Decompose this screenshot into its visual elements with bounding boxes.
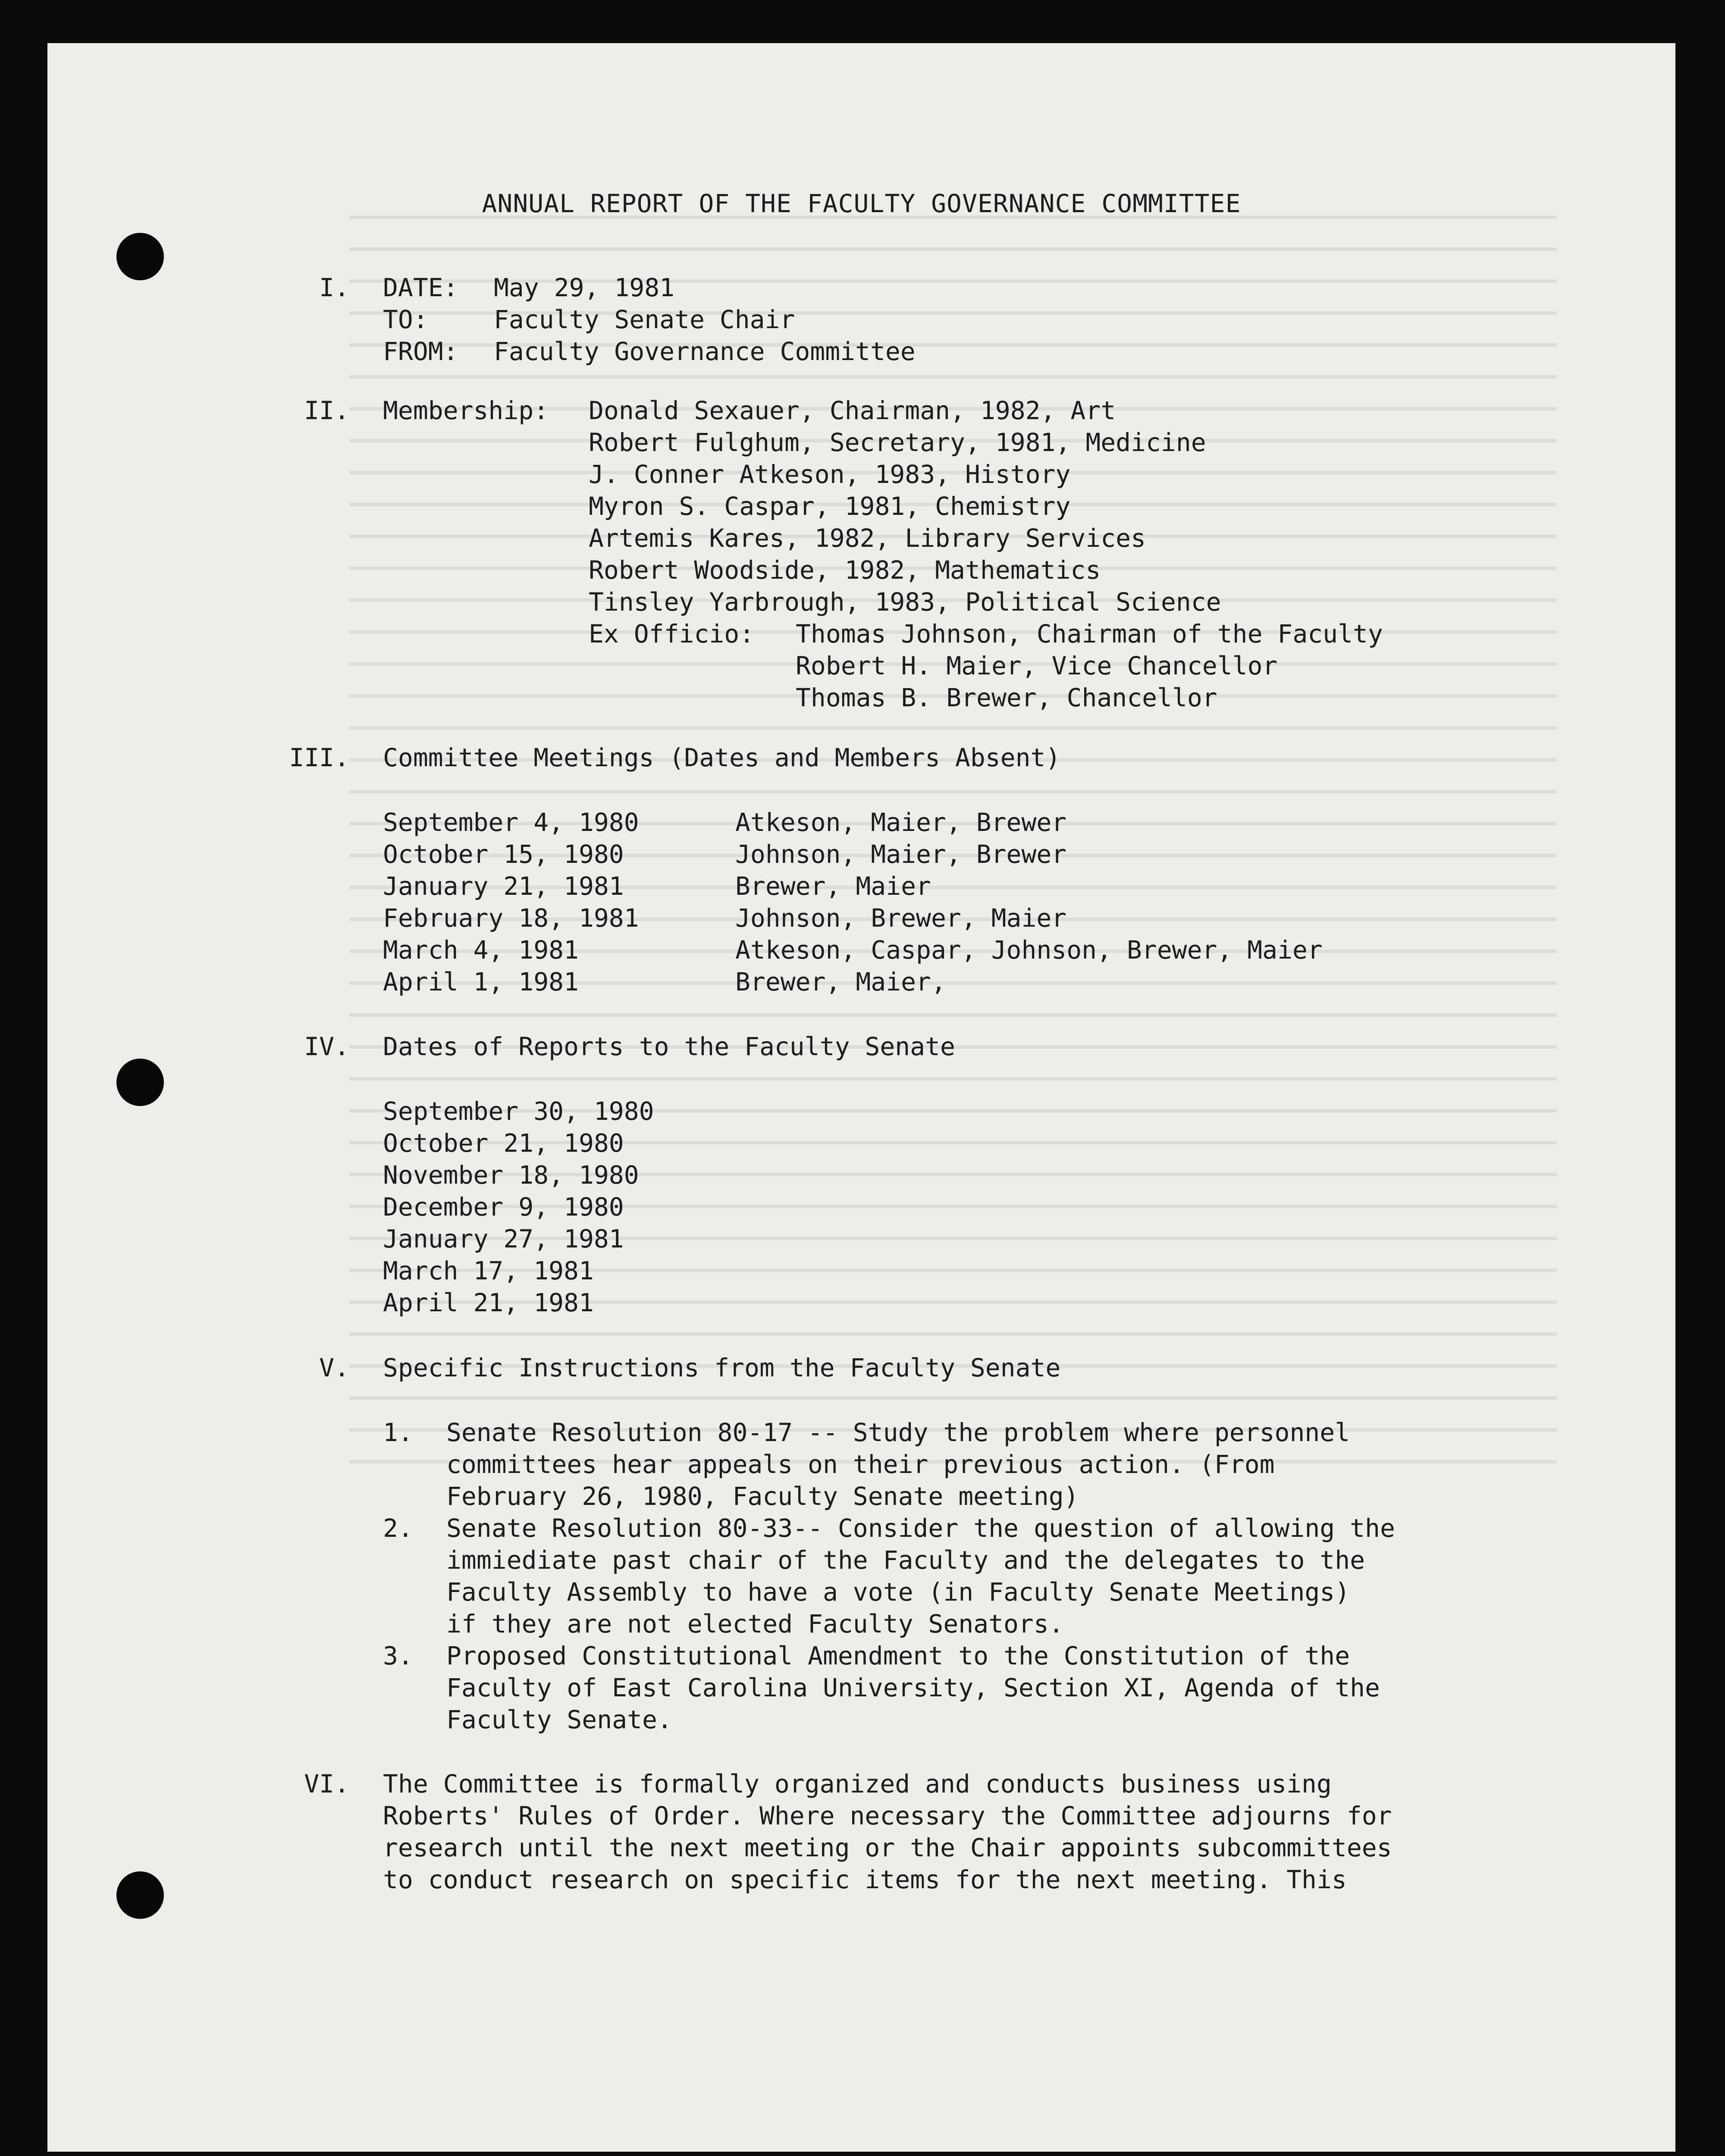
instruction-line: committees hear appeals on their previous action. (From (446, 1450, 1275, 1479)
document-body (47, 43, 1675, 2152)
paragraph-line: The Committee is formally organized and conducts business using (383, 1769, 1332, 1799)
meeting-date: March 4, 1981 (383, 935, 579, 965)
meeting-date: October 15, 1980 (383, 840, 624, 869)
membership-label: Membership: (383, 396, 549, 425)
paragraph-line: to conduct research on specific items for the next meeting. This (383, 1865, 1347, 1894)
report-date: January 27, 1981 (383, 1224, 624, 1253)
meeting-date: February 18, 1981 (383, 903, 639, 933)
meeting-date: January 21, 1981 (383, 871, 624, 901)
meeting-absent: Atkeson, Caspar, Johnson, Brewer, Maier (735, 935, 1323, 965)
to-label: TO: (383, 305, 428, 334)
page-title: ANNUAL REPORT OF THE FACULTY GOVERNANCE COMMITTEE (482, 189, 1241, 218)
instruction-line: if they are not elected Faculty Senators. (446, 1609, 1064, 1639)
section-6-numeral: VI. (304, 1769, 349, 1799)
instruction-line: Faculty of East Carolina University, Section XI, Agenda of the (446, 1673, 1380, 1702)
report-date: November 18, 1980 (383, 1160, 639, 1190)
meeting-date: April 1, 1981 (383, 967, 579, 997)
member-line: Tinsley Yarbrough, 1983, Political Science (589, 587, 1221, 617)
meeting-date: September 4, 1980 (383, 808, 639, 837)
meeting-absent: Johnson, Brewer, Maier (735, 903, 1067, 933)
section-3-numeral: III. (289, 743, 349, 772)
section-5-numeral: V. (319, 1353, 349, 1382)
instruction-line: Faculty Assembly to have a vote (in Faculty Senate Meetings) (446, 1577, 1350, 1607)
member-line: J. Conner Atkeson, 1983, History (589, 460, 1071, 489)
ex-officio-line: Thomas Johnson, Chairman of the Faculty (796, 619, 1383, 649)
instruction-line: Proposed Constitutional Amendment to the Constitution of the (446, 1641, 1350, 1670)
instruction-line: Senate Resolution 80-17 -- Study the problem where personnel (446, 1418, 1350, 1447)
meeting-absent: Atkeson, Maier, Brewer (735, 808, 1067, 837)
member-line: Robert Woodside, 1982, Mathematics (589, 555, 1101, 585)
section-2-numeral: II. (304, 396, 349, 425)
meeting-absent: Brewer, Maier (735, 871, 931, 901)
meeting-absent: Johnson, Maier, Brewer (735, 840, 1067, 869)
instruction-number: 1. (383, 1418, 413, 1447)
from-label: FROM: (383, 337, 458, 366)
instruction-line: immiediate past chair of the Faculty and the delegates to the (446, 1545, 1365, 1575)
paragraph-line: Roberts' Rules of Order. Where necessary the Committee adjourns for (383, 1801, 1392, 1830)
from-value: Faculty Governance Committee (494, 337, 916, 366)
section-1-numeral: I. (319, 273, 349, 302)
instruction-number: 2. (383, 1514, 413, 1543)
section-3-heading: Committee Meetings (Dates and Members Absent) (383, 743, 1061, 772)
member-line: Donald Sexauer, Chairman, 1982, Art (589, 396, 1116, 425)
instruction-line: Faculty Senate. (446, 1705, 672, 1734)
instruction-line: Senate Resolution 80-33-- Consider the question of allowing the (446, 1514, 1395, 1543)
date-value: May 29, 1981 (494, 273, 675, 302)
member-line: Robert Fulghum, Secretary, 1981, Medicine (589, 428, 1206, 457)
report-date: March 17, 1981 (383, 1256, 594, 1285)
report-date: April 21, 1981 (383, 1288, 594, 1317)
document-page (47, 43, 1675, 2152)
to-value: Faculty Senate Chair (494, 305, 795, 334)
report-date: December 9, 1980 (383, 1192, 624, 1222)
report-date: September 30, 1980 (383, 1097, 654, 1126)
ex-officio-label: Ex Officio: (589, 619, 755, 649)
member-line: Artemis Kares, 1982, Library Services (589, 523, 1146, 553)
ex-officio-line: Robert H. Maier, Vice Chancellor (796, 651, 1278, 680)
meeting-absent: Brewer, Maier, (735, 967, 946, 997)
instruction-number: 3. (383, 1641, 413, 1670)
date-label: DATE: (383, 273, 458, 302)
section-5-heading: Specific Instructions from the Faculty Senate (383, 1353, 1061, 1382)
section-4-numeral: IV. (304, 1032, 349, 1061)
instruction-line: February 26, 1980, Faculty Senate meeting) (446, 1482, 1079, 1511)
report-date: October 21, 1980 (383, 1128, 624, 1158)
member-line: Myron S. Caspar, 1981, Chemistry (589, 492, 1071, 521)
ex-officio-line: Thomas B. Brewer, Chancellor (796, 683, 1217, 712)
paragraph-line: research until the next meeting or the Chair appoints subcommittees (383, 1833, 1392, 1862)
section-4-heading: Dates of Reports to the Faculty Senate (383, 1032, 955, 1061)
